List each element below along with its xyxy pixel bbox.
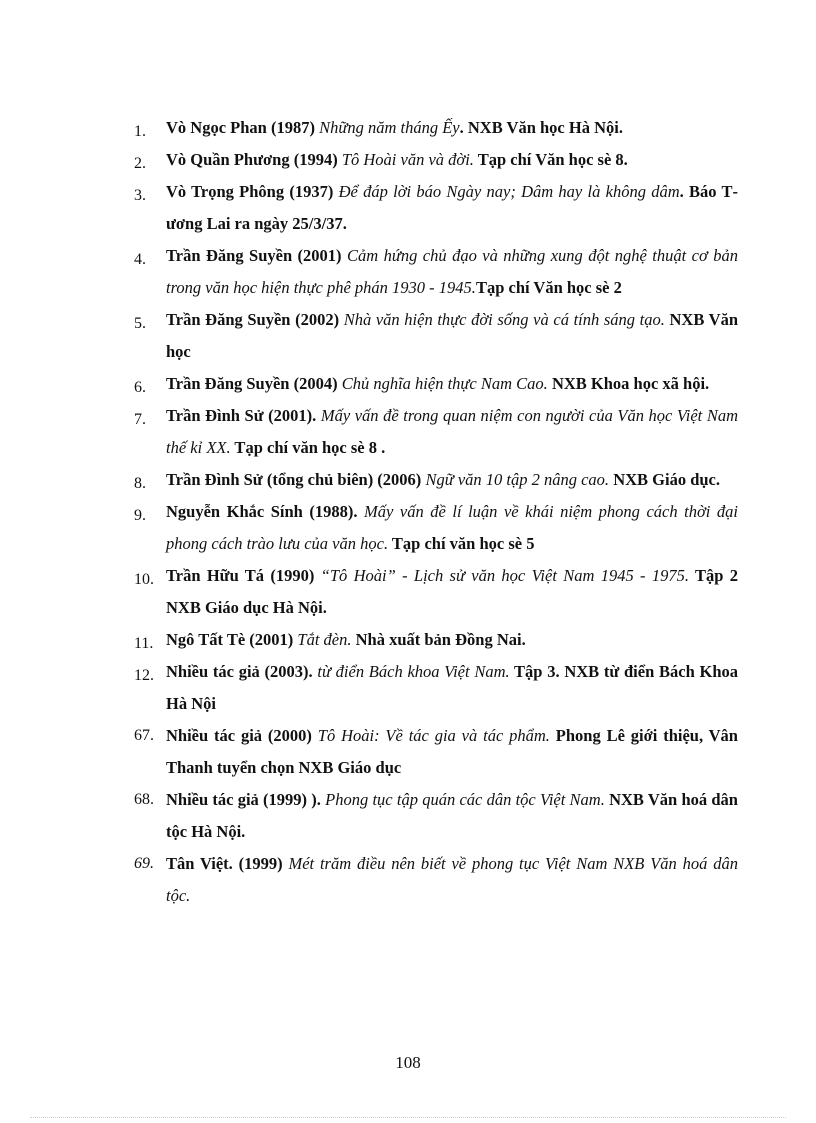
reference-title: Để đáp lời báo Ngày nay; Dâm hay là không dâm (338, 182, 680, 201)
reference-item (134, 176, 738, 240)
reference-number: 12. (134, 667, 154, 684)
reference-item (134, 304, 738, 368)
reference-author: Trần Đăng Suyền (2002) (166, 310, 344, 329)
reference-author: Trần Hữu Tá (1990) (166, 566, 321, 585)
reference-number: 11. (134, 635, 154, 652)
reference-item (134, 560, 738, 624)
reference-author: Nhiều tác giả (2003). (166, 662, 318, 681)
reference-title: Tắt đèn. (297, 630, 352, 649)
reference-title: Mấy vấn đề lí luận về khái niệm phong cách thời đại phong cách trào lưu của văn học. (166, 502, 738, 553)
reference-author: Ngô Tất Tè (2001) (166, 630, 298, 649)
reference-number: 4. (134, 251, 146, 268)
reference-title: Mét trăm điều nên biết về phong tục Việt Nam NXB Văn hoá dân tộc. (166, 854, 738, 905)
reference-number: 7. (134, 411, 146, 428)
reference-author: Vò Ngọc Phan (1987) (166, 118, 320, 137)
reference-title: “Tô Hoài” - Lịch sử văn học Việt Nam 1945 - 1975. (320, 566, 689, 585)
reference-number: 8. (134, 475, 146, 492)
reference-author: Tân Việt. (1999) (166, 854, 289, 873)
reference-item (134, 720, 738, 784)
reference-item (134, 784, 738, 848)
reference-author: Vò Quần Phương (1994) (166, 150, 342, 169)
reference-title: Tô Hoài: Về tác gia và tác phẩm. (317, 726, 550, 745)
reference-publisher: . Báo Tương Lai ra ngày 25/3/37. (166, 182, 739, 233)
reference-title: Những năm tháng Ếy (319, 118, 460, 137)
reference-publisher: NXB Giáo dục. (609, 470, 720, 489)
reference-publisher: Nhà xuất bản Đồng Nai. (351, 630, 526, 649)
reference-number: 10. (134, 571, 154, 588)
reference-item (134, 624, 738, 656)
reference-item (134, 144, 738, 176)
reference-publisher: Phong Lê giới thiệu, Vân Thanh tuyển chọn NXB Giáo dục (166, 726, 738, 777)
reference-author: Trần Đăng Suyền (2004) (166, 374, 342, 393)
reference-title: Ngữ văn 10 tập 2 nâng cao. (425, 470, 610, 489)
reference-publisher: Tạp chí Văn học sè 8. (473, 150, 628, 169)
reference-author: Nhiều tác giả (2000) (166, 726, 318, 745)
reference-publisher: Tạp chí Văn học sè 2 (475, 278, 622, 297)
reference-item (134, 400, 738, 464)
reference-list (134, 112, 738, 912)
reference-publisher: Tập 3. NXB từ điển Bách Khoa Hà Nội (166, 662, 738, 713)
reference-title: Tô Hoài văn và đời. (341, 150, 474, 169)
reference-author: Nhiều tác giả (1999) ). (166, 790, 326, 809)
reference-item (134, 496, 738, 560)
reference-number: 6. (134, 379, 146, 396)
reference-number: 3. (134, 187, 146, 204)
reference-item (134, 112, 738, 144)
reference-author: Vò Trọng Phông (1937) (166, 182, 339, 201)
reference-publisher: NXB Khoa học xã hội. (547, 374, 710, 393)
reference-publisher: Tạp chí văn học sè 8 . (230, 438, 386, 457)
reference-title: Nhà văn hiện thực đời sống và cá tính sáng tạo. (343, 310, 665, 329)
reference-number: 2. (134, 155, 146, 172)
reference-publisher: Tạp chí văn học sè 5 (388, 534, 535, 553)
reference-item (134, 368, 738, 400)
reference-title: Mấy vấn đề trong quan niệm con người của Văn học Việt Nam thế kỉ XX. (166, 406, 739, 457)
reference-author: Trần Đình Sử (tổng chủ biên) (2006) (166, 470, 426, 489)
reference-author: Trần Đình Sử (2001). (166, 406, 321, 425)
reference-item (134, 240, 738, 304)
reference-number: 5. (134, 315, 146, 332)
reference-number: 69. (134, 855, 154, 872)
reference-number: 67. (134, 727, 154, 744)
reference-item (134, 464, 738, 496)
reference-publisher: Tập 2 NXB Giáo dục Hà Nội. (166, 566, 739, 617)
reference-number: 9. (134, 507, 146, 524)
reference-item (134, 656, 738, 720)
reference-item (134, 848, 738, 912)
reference-publisher: NXB Văn hoá dân tộc Hà Nội. (166, 790, 738, 841)
reference-title: Phong tục tập quán các dân tộc Việt Nam. (325, 790, 605, 809)
reference-number: 68. (134, 791, 154, 808)
reference-author: Nguyễn Khắc Sính (1988). (166, 502, 365, 521)
reference-publisher: . NXB Văn học Hà Nội. (459, 118, 623, 137)
reference-title: Chủ nghĩa hiện thực Nam Cao. (341, 374, 548, 393)
reference-number: 1. (134, 123, 146, 140)
page-bottom-divider (30, 1117, 786, 1118)
reference-publisher: NXB Văn học (166, 310, 739, 361)
page-number: 108 (395, 1053, 421, 1072)
reference-author: Trần Đăng Suyền (2001) (166, 246, 347, 265)
reference-title: từ điển Bách khoa Việt Nam. (317, 662, 510, 681)
reference-title: Cảm hứng chủ đạo và những xung đột nghệ thuật cơ bản trong văn học hiện thực phê phán 1930 - 1945. (166, 246, 738, 297)
